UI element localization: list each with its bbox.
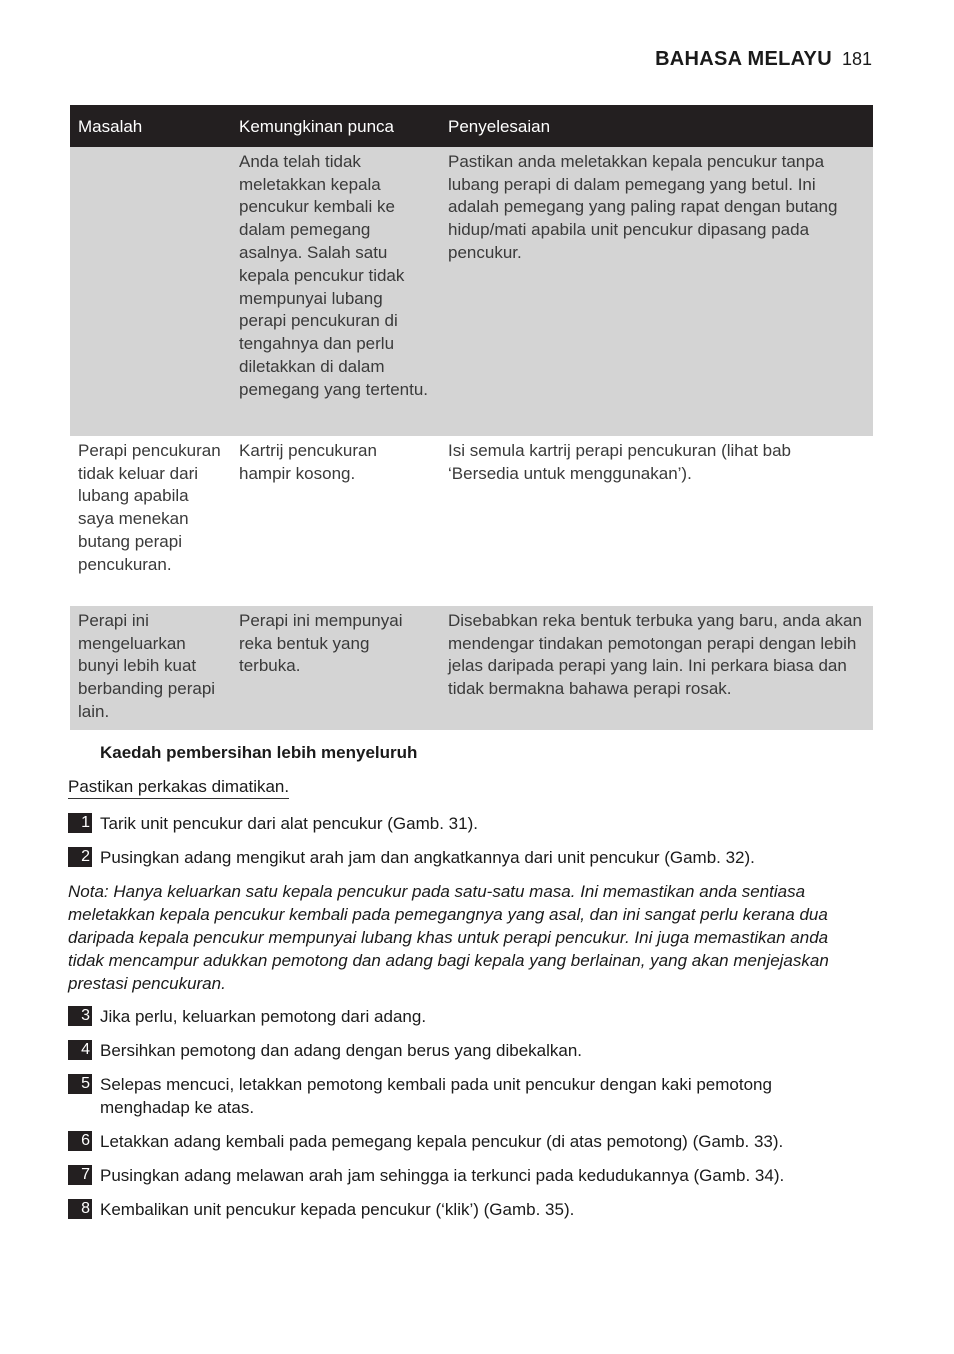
problem-cell <box>70 147 231 436</box>
column-header-cause: Kemungkinan punca <box>231 105 440 147</box>
page-header <box>655 48 872 71</box>
table-header-row <box>70 105 873 147</box>
cause-cell: Anda telah tidak meletakkan kepala pencukur kembali ke dalam pemegang asalnya. Salah satu kepala pencukur tidak mempunyai lubang perapi pencukuran di tengahnya dan perlu diletakkan di dalam pemegang yang tertentu. <box>231 147 440 436</box>
troubleshooting-table <box>70 105 873 730</box>
solution-cell: Isi semula kartrij perapi pencukuran (lihat bab ‘Bersedia untuk menggunakan’). <box>448 440 792 483</box>
cause-cell: Perapi ini mempunyai reka bentuk yang terbuka. <box>231 606 440 730</box>
step-text: Selepas mencuci, letakkan pemotong kembali pada unit pencukur dengan kaki pemotong menghadap ke atas. <box>100 1075 772 1117</box>
step-text: Pusingkan adang melawan arah jam sehingga ia terkunci pada kedudukannya (Gamb. 34). <box>100 1166 785 1185</box>
step-item <box>68 846 858 869</box>
table-row <box>70 436 873 606</box>
column-header-problem: Masalah <box>70 105 231 147</box>
step-item <box>68 1005 858 1028</box>
step-number-badge: 8 <box>68 1199 92 1219</box>
column-header-solution: Penyelesaian <box>440 105 873 147</box>
step-number-badge: 1 <box>68 813 92 833</box>
section-title: Kaedah pembersihan lebih menyeluruh <box>100 743 418 762</box>
step-item <box>68 812 858 835</box>
step-number-badge: 4 <box>68 1040 92 1060</box>
problem-cell: Perapi pencukuran tidak keluar dari lubang apabila saya menekan butang perapi pencukuran. <box>78 440 221 574</box>
page-number: 181 <box>841 49 872 69</box>
step-number-badge: 5 <box>68 1074 92 1094</box>
step-item <box>68 1073 858 1119</box>
cause-cell: Kartrij pencukuran hampir kosong. <box>239 440 377 483</box>
step-text: Letakkan adang kembali pada pemegang kepala pencukur (di atas pemotong) (Gamb. 33). <box>100 1132 784 1151</box>
step-text: Bersihkan pemotong dan adang dengan berus yang dibekalkan. <box>100 1041 583 1060</box>
step-text: Jika perlu, keluarkan pemotong dari adang. <box>100 1007 427 1026</box>
problem-cell: Perapi ini mengeluarkan bunyi lebih kuat berbanding perapi lain. <box>70 606 231 730</box>
solution-cell: Disebabkan reka bentuk terbuka yang baru, anda akan mendengar tindakan pemotongan perapi dengan lebih jelas daripada perapi yang lain. Ini perkara biasa dan tidak bermakna bahawa perapi rosak. <box>440 606 873 730</box>
step-number-badge: 3 <box>68 1006 92 1026</box>
table-row <box>70 606 873 730</box>
step-text: Kembalikan unit pencukur kepada pencukur (‘klik’) (Gamb. 35). <box>100 1200 575 1219</box>
precaution-text: Pastikan perkakas dimatikan. <box>68 777 289 799</box>
solution-cell: Pastikan anda meletakkan kepala pencukur tanpa lubang perapi di dalam pemegang yang betul. Ini adalah pemegang yang paling rapat dengan butang hidup/mati apabila unit pencukur dipasang pada pencukur. <box>440 147 873 436</box>
step-text: Tarik unit pencukur dari alat pencukur (Gamb. 31). <box>100 814 478 833</box>
step-number-badge: 6 <box>68 1131 92 1151</box>
step-item <box>68 1198 858 1221</box>
step-number-badge: 2 <box>68 847 92 867</box>
step-item <box>68 1039 858 1062</box>
step-item <box>68 1130 858 1153</box>
language-label: BAHASA MELAYU <box>655 48 832 70</box>
step-item <box>68 1164 858 1187</box>
step-number-badge: 7 <box>68 1165 92 1185</box>
step-text: Pusingkan adang mengikut arah jam dan angkatkannya dari unit pencukur (Gamb. 32). <box>100 848 755 867</box>
note-text: Nota: Hanya keluarkan satu kepala pencukur pada satu-satu masa. Ini memastikan anda sentiasa meletakkan kepala pencukur kembali pada pemegangnya yang asal, dan ini sangat perlu kerana dua daripada kepala pencukur mempunyai lubang khas untuk perapi pencukur. Ini juga memastikan anda tidak mencampur adukkan pemotong dan adang bagi kepala yang berlainan, yang akan menjejaskan prestasi pencukuran. <box>68 882 829 993</box>
table-row <box>70 147 873 436</box>
